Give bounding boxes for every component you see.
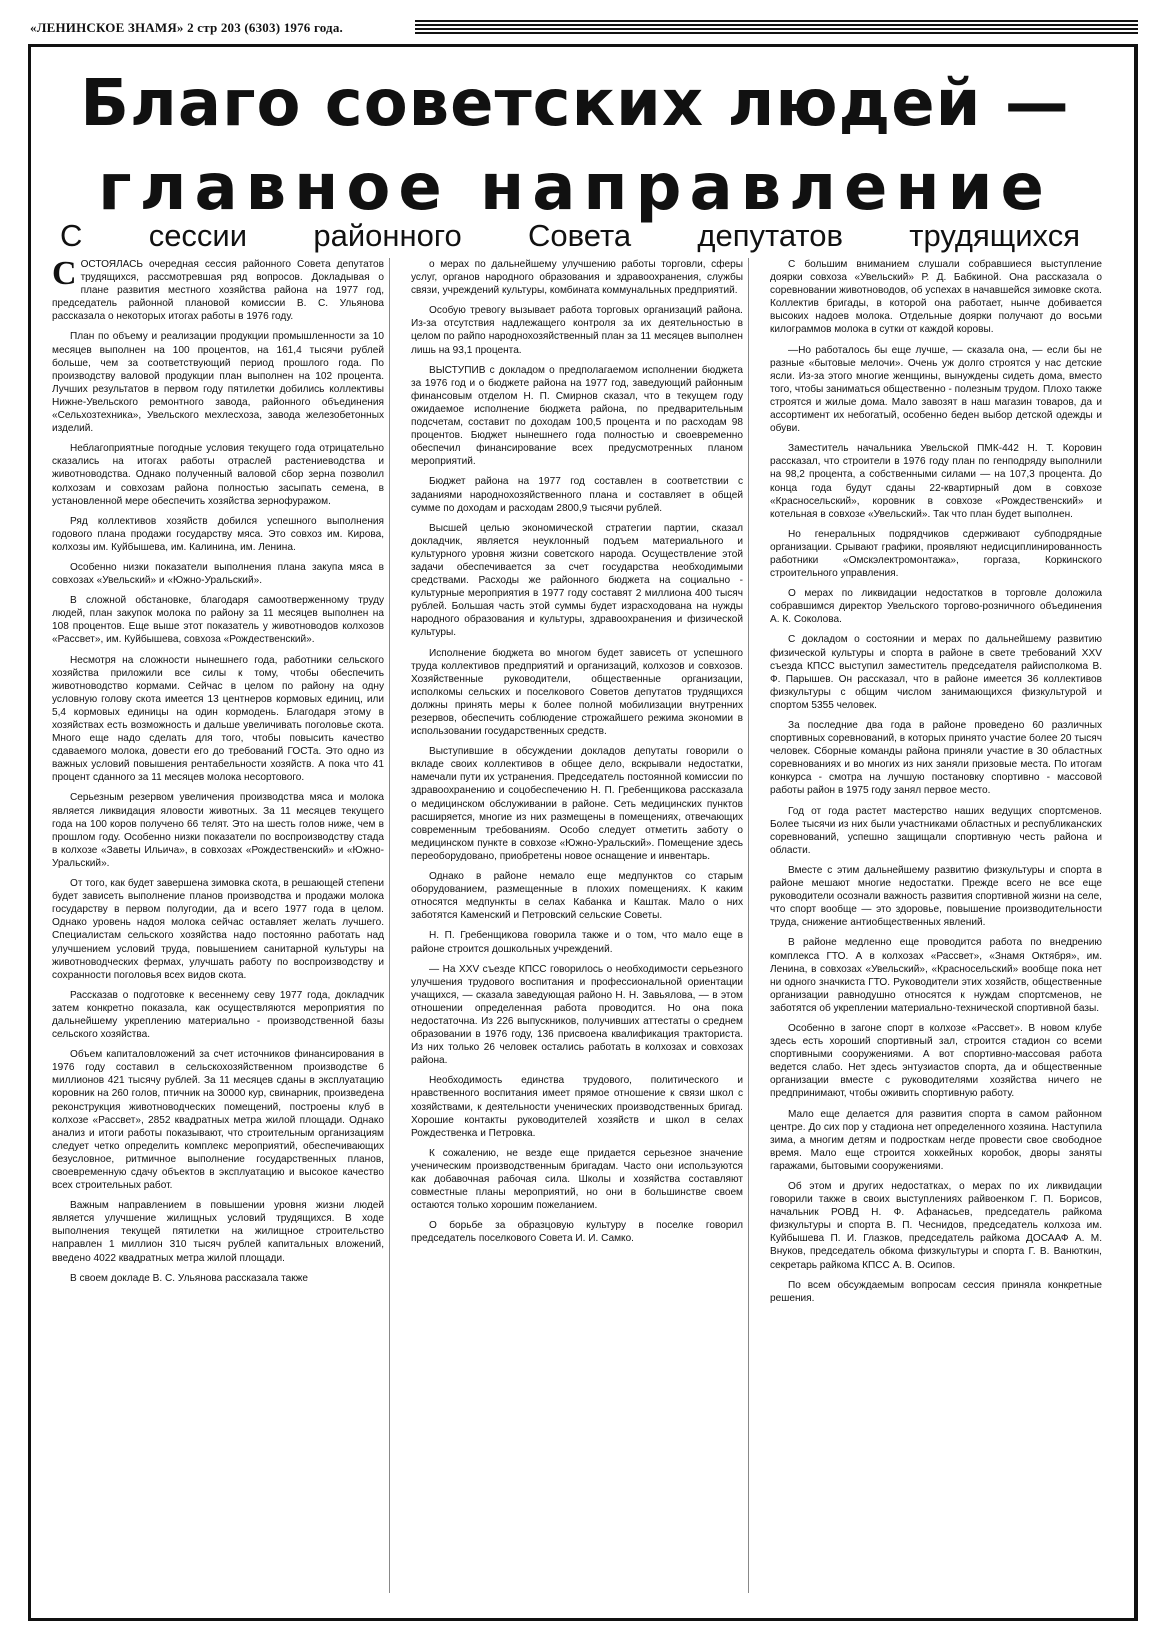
article-paragraph: Год от года растет мастерство наших ведущих спортсменов. Более тысячи из них были участниками областных и республиканских соревнований, успешно защищали спортивную честь района и области. — [770, 805, 1102, 856]
subtitle-word: сессии — [148, 218, 248, 253]
article-paragraph: Особенно в загоне спорт в колхозе «Рассвет». В новом клубе здесь есть хороший спортивный зал, строится стадион со всеми спортивными сооружениями. А вот спортивно-массовая работа ведется слабо. Нет здесь энтузиастов спорта, да и общественные организации вместе с руководителями хозяйства ничего не предпринимают, чтобы оживить спортивную работу. — [770, 1022, 1102, 1100]
article-paragraph: Несмотря на сложности нынешнего года, работники сельского хозяйства приложили все силы к тому, чтобы обеспечить животноводство кормами. Сейчас в целом по району на одну условную голову скота имеется 13 центнеров кормовых единиц, или 5,4 кормовых единицы на один кормодень. Благодаря этому в хозяйствах есть возможность и дальше увеличивать поголовье скота. Много еще надо сделать для того, чтобы повысить качество сдаваемого молока, довести его до требований ГОСТа. Это одно из важных условий повышения рентабельности хозяйств. А пока что 41 процент сданного за 11 месяцев молока несортового. — [52, 654, 384, 784]
masthead-rule — [415, 20, 1138, 36]
headline-line-1: Благо советских людей — — [80, 67, 1070, 141]
article-paragraph: За последние два года в районе проведено 60 различных спортивных соревнований, в которых принято участие более 20 тысяч человек. Сборные команды района приняли участие в 30 областных соревнованиях и во многих из них заняли призовые места. По итогам конкурса - смотра на лучшую постановку спортивно - массовой работы район в 1975 году занял первое место. — [770, 720, 1102, 797]
article-paragraph: о мерах по дальнейшему улучшению работы торговли, сферы услуг, органов народного образования и здравоохранения, службы связи, учреждений культуры, комбината коммунальных предприятий. — [411, 259, 743, 297]
headline — [30, 62, 1120, 230]
subtitle-word: Совета — [528, 218, 632, 253]
subtitle-word: районного — [313, 218, 462, 253]
article-paragraph: Мало еще делается для развития спорта в самом районном центре. До сих пор у стадиона нет определенного хозяина. Наступила зима, а многим детям и подросткам негде провести свое свободное время. Мало еще строится хоккейных коробок, дворы заняты гаражами, бытовыми сооружениями. — [770, 1108, 1102, 1172]
article-paragraph: Неблагоприятные погодные условия текущего года отрицательно сказались на итогах работы отраслей растениеводства и животноводства. Однако полученный валовой сбор зерна позволил колхозам и совхозам района полностью засыпать семена, в установленной мере обеспечить хозяйства зернофуражом. — [52, 443, 384, 507]
drop-cap: С — [52, 258, 77, 292]
article-paragraph: —Но работалось бы еще лучше, — сказала она, — если бы не разные «бытовые мелочи». Очень уж долго строятся у нас детские ясли. Из-за этого многие женщины, вынуждены сидеть дома, вместо того, чтобы заниматься общественно - полезным трудом. Плохо также строятся и жилые дома. Мало завозят в наш магазин товаров, да и ассортимент их небогатый, особенно беден выбор детской одежды и обуви. — [770, 344, 1102, 435]
article-paragraph: Серьезным резервом увеличения производства мяса и молока является ликвидация яловости животных. За 11 месяцев текущего года на 100 коров получено 66 телят. Это на шесть голов ниже, чем в прошлом году. Особенно низки показатели по воспроизводству стада в колхозе «Заветы Ильича», в совхозах «Рождественский» и «Южно-Уральский». — [52, 792, 384, 869]
article-paragraph: Заместитель начальника Увельской ПМК-442 Н. Т. Коровин рассказал, что строители в 1976 году план по генподряду выполнили на 98,2 процента, а собственными силами — на 107,3 процента. До конца года будут сданы 22-квартирный дом в совхозе «Красносельский», коровник в совхозе «Рождественский» и котельная в совхозе «Увельский». Так что план будет выполнен. — [770, 443, 1102, 520]
article-paragraph: Вместе с этим дальнейшему развитию физкультуры и спорта в районе мешают многие недостатки. Прежде всего не все еще руководители осознали важность развития спортивной жизни на селе, что спорт вообще — это здоровье, повышение производительности труда, снижение антиобщественных явлений. — [770, 864, 1102, 929]
article-body — [52, 258, 1102, 1598]
article-paragraph: Особую тревогу вызывает работа торговых организаций района. Из-за отсутствия надлежащего контроля за их деятельностью в целом по райпо народнохозяйственный план за 11 месяцев выполнен лишь на 93,1 процента. — [411, 305, 743, 356]
article-paragraph: О борьбе за образцовую культуру в поселке говорил председатель поселкового Совета И. И. Самко. — [411, 1220, 743, 1245]
headline-line-2: главное направление — [98, 151, 1052, 225]
article-paragraph: В районе медленно еще проводится работа по внедрению комплекса ГТО. А в колхозах «Рассвет», «Знамя Октября», им. Ленина, в совхозах «Увельский», «Красносельский» вообще пока нет ни одного значкиста ГТО. Руководители этих хозяйств, общественные организации равнодушно относятся к нуждам спортсменов, не заботятся об укреплении материально-технической спортивной базы. — [770, 937, 1102, 1014]
article-paragraph: О мерах по ликвидации недостатков в торговле доложила собравшимся директор Увельского торгово-розничного объединения А. К. Соколова. — [770, 588, 1102, 626]
article-paragraph: Особенно низки показатели выполнения плана закупа мяса в совхозах «Увельский» и «Южно-Уральский». — [52, 561, 384, 587]
article-paragraph: Н. П. Гребенщикова говорила также и о том, что мало еще в районе строится дошкольных учреждений. — [411, 930, 743, 955]
article-column-2 — [411, 258, 743, 1598]
article-paragraph: С большим вниманием слушали собравшиеся выступление доярки совхоза «Увельский» Р. Д. Бабкиной. Она рассказала о соревновании животноводов, об успехах в начавшейся зимовке скота. Коллектив бригады, в которой она работает, нынче добивается высоких надоев молока. Отдельные доярки получают до восьми килограммов молока в сутки от каждой коровы. — [770, 259, 1102, 336]
article-paragraph: Исполнение бюджета во многом будет зависеть от успешного труда коллективов предприятий и организаций, колхозов и совхозов. Хозяйственные руководители, общественные организации, исполкомы сельских и поселкового Советов депутатов трудящихся должны принять меры к более полной мобилизации внутренних резервов, обеспечить соблюдение строжайшего режима экономии в использовании государственных средств. — [411, 647, 743, 738]
article-column-1 — [52, 258, 384, 1598]
subtitle-word: С — [60, 218, 83, 253]
article-paragraph: Бюджет района на 1977 год составлен в соответствии с заданиями народнохозяйственного плана и составляет в общей сумме по доходам и расходам 2800,9 тысячи рублей. — [411, 476, 743, 514]
article-paragraph: К сожалению, не везде еще придается серьезное значение ученическим производственным бригадам. Часто они используются как добавочная рабочая сила. Школы и хозяйства составляют совместные планы мероприятий, но они в большинстве своем остаются только хорошим пожеланием. — [411, 1147, 743, 1212]
article-paragraph: СОСТОЯЛАСЬ очередная сессия районного Совета депутатов трудящихся, рассмотревшая ряд вопросов. Докладывая о плане развития местного хозяйства района на 1977 год, председатель районной плановой комиссии В. С. Ульянова рассказала о некоторых итогах работы в 1976 году. — [52, 258, 384, 323]
article-paragraph: В сложной обстановке, благодаря самоотверженному труду людей, план закупок молока по району за 11 месяцев выполнен на 108 процентов. Еще выше этот показатель у животноводов колхозов «Рассвет», им. Куйбышева, совхоза «Рождественский». — [52, 595, 384, 646]
masthead: «ЛЕНИНСКОЕ ЗНАМЯ» 2 стр 203 (6303) 1976 года. — [30, 20, 343, 35]
article-paragraph: С докладом о состоянии и мерах по дальнейшему развитию физической культуры и спорта в районе в свете требований XXV съезда КПСС выступил заместитель председателя райисполкома В. Ф. Парышев. Он рассказал, что в районе имеется 36 коллективов физкультуры с общим числом занимающихся физкультурой и спортом 5355 человек. — [770, 634, 1102, 711]
article-paragraph: По всем обсуждаемым вопросам сессия приняла конкретные решения. — [770, 1279, 1102, 1304]
article-paragraph: — На XXV съезде КПСС говорилось о необходимости серьезного улучшения трудового воспитания и профессиональной ориентации учащихся, — сказала заведующая районо Н. Н. Завьялова, — в этом отношении определенная работа проводится. Но она пока недостаточна. Из 226 выпускников, получивших аттестаты о среднем образовании в 1976 году, 136 присвоена квалификация тракториста. Из них только 26 человек остались работать в колхозах и совхозах района. — [411, 963, 743, 1067]
article-paragraph: Важным направлением в повышении уровня жизни людей является улучшение жилищных условий трудящихся. В ходе выполнения текущей пятилетки на жилищное строительство направлен 1 миллион 310 тысяч рублей капитальных вложений, введено 4022 квадратных метра жилой площади. — [52, 1200, 384, 1264]
subtitle-word: депутатов — [697, 218, 843, 253]
article-paragraph: Объем капиталовложений за счет источников финансирования в 1976 году составил в сельскохозяйственном производстве 6 миллионов 421 тысячу рублей. За 11 месяцев сданы в эксплуатацию коровник на 260 голов, птичник на 30000 кур, свинарник, произведена реконструкция животноводческих помещений, построены клуб в колхозе «Рассвет», 2852 квадратных метра жилой площади. Однако анализ и итоги работы показывают, что строительным организациям следует четко определить комплекс мероприятий, обеспечивающих безусловное, ритмичное выполнение государственных планов, своевременную сдачу объектов в эксплуатацию и высокое качество всех строительных работ. — [52, 1049, 384, 1192]
article-paragraph: План по объему и реализации продукции промышленности за 10 месяцев выполнен на 100 процентов, на 161,4 тысячи рублей больше, чем за соответствующий период прошлого года. По производству валовой продукции план выполнен на 102 процента. Лучших результатов в первом году пятилетки добились коллективы Нижне-Увельского ремонтного завода, районного объединения «Сельхозтехника», Увельского мехлесхоза, завода железобетонных изделий. — [52, 331, 384, 435]
article-paragraph: Необходимость единства трудового, политического и нравственного воспитания имеет прямое отношение к связи школ с хозяйствами, к деятельности ученических производственных бригад. Хорошие контакты руководителей хозяйств и школ в селах Рождественка и Петровка. — [411, 1075, 743, 1139]
article-paragraph: Выступившие в обсуждении докладов депутаты говорили о вкладе своих коллективов в общее дело, вскрывали недостатки, намечали пути их устранения. Председатель постоянной комиссии по здравоохранению и соцобеспечению Н. П. Гребенщикова рассказала о медицинском обслуживании в районе. Сеть медицинских пунктов расширяется, многие из них размещены в помещениях, отвечающих современным требованиям. Особо следует отметить заботу о медицинском пункте в совхозе «Южно-Уральский». Помещение здесь переоборудовано, приобретены новое оснащение и инвентарь. — [411, 746, 743, 862]
article-paragraph: От того, как будет завершена зимовка скота, в решающей степени будет зависеть выполнение планов производства и продажи молока государству в первом полугодии, да и всего 1977 года в целом. Однако уровень надоя молока сейчас оставляет желать лучшего. Специалистам сельского хозяйства надо постоянно работать над улучшением условий труда, повышением санитарной культуры на животноводческих фермах, улучшать работу по воспроизводству и сохранности поголовья всех видов скота. — [52, 878, 384, 981]
article-paragraph: Однако в районе немало еще медпунктов со старым оборудованием, размещенные в плохих помещениях. К каким относятся медпункты в селах Кабанка и Каштак. Мало о них заботятся Каменский и Петровский сельские Советы. — [411, 871, 743, 922]
subtitle-word: трудящихся — [909, 218, 1080, 253]
subtitle — [60, 218, 1080, 254]
article-column-3 — [770, 258, 1102, 1598]
article-paragraph: Высшей целью экономической стратегии партии, сказал докладчик, является неуклонный подъем материального и культурного уровня жизни советского народа. Осуществление этой задачи обеспечивается за счет государства необходимыми средствами. Расходы же районного бюджета на социально - культурные мероприятия в 1977 году составят 2 миллиона 400 тысяч рублей. Большая часть этой суммы будет израсходована на нужды народного образования и культуры, здравоохранения и физической культуры. — [411, 522, 743, 639]
article-paragraph: Ряд коллективов хозяйств добился успешного выполнения годового плана продажи государству мяса. Это совхоз им. Кирова, колхозы им. Куйбышева, им. Калинина, им. Ленина. — [52, 515, 384, 553]
article-paragraph: Рассказав о подготовке к весеннему севу 1977 года, докладчик затем конкретно показала, как осуществляются мероприятия по дальнейшему укреплению материально - производственной базы сельского хозяйства. — [52, 989, 384, 1041]
article-paragraph: Об этом и других недостатках, о мерах по их ликвидации говорили также в своих выступлениях райвоенком Г. П. Борисов, начальник РОВД Н. Ф. Афанасьев, председатель райкома физкультуры и спорта В. П. Чеснидов, председатель колхоза им. Куйбышева П. И. Глазков, председатель райкома ДОСААФ А. М. Внуков, председатель обкома физкультуры и спорта Г. В. Ванюткин, секретарь райкома КПСС А. В. Осипов. — [770, 1181, 1102, 1271]
article-paragraph: ВЫСТУПИВ с докладом о предполагаемом исполнении бюджета за 1976 год и о бюджете района на 1977 год, заведующий районным финансовым отделом Н. П. Смирнов сказал, что в текущем году ожидаемое исполнение бюджета района, по предварительным подсчетам, составит по доходам 100,5 процента и по расходам 98 процентов. Бюджет нынешнего года полностью и своевременно обеспечил финансирование всех предусмотренных планом мероприятий. — [411, 364, 743, 468]
article-paragraph: В своем докладе В. С. Ульянова рассказала также — [70, 1272, 309, 1284]
article-paragraph: Но генеральных подрядчиков сдерживают субподрядные организации. Срывают графики, проявляют недисциплинированность работники «Омскэлектромонтажа», горгаза, Коркинского строительного управления. — [770, 528, 1102, 580]
